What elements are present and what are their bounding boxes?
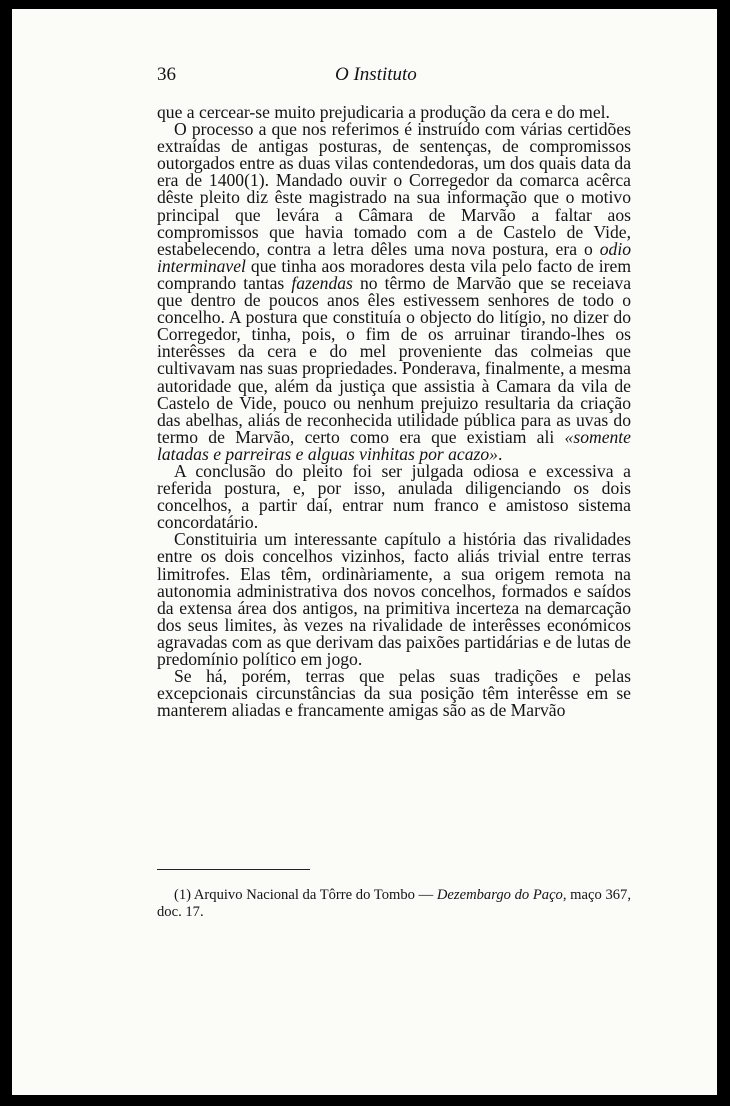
text-run: , maço 367, doc. 17. (157, 887, 631, 920)
paragraph-2 (157, 121, 631, 463)
footnote-divider (157, 869, 310, 870)
text-run: O processo a que nos referimos é instruído com várias certidões extraídas de antigas posturas, de sentenças, de compromissos outorgados entre as duas vilas contendedoras, um dos quais data da era de 1400(1). Mandado ouvir o Corregedor da comarca acêrca dêste pleito diz êste magistrado na sua informação que o motivo principal que levára a Câmara de Marvão a faltar aos compromissos que havia tomado com a de Castelo de Vide, estabelecendo, contra a letra dêles uma nova postura, era o (157, 119, 631, 259)
text-run: A conclusão do pleito foi ser julgada odiosa e excessiva a referida postura, e, por isso, anulada diligenciando os dois concelhos, a partir daí, entrar num franco e amistoso sistema concordatário. (157, 460, 631, 533)
page-number: 36 (157, 64, 176, 85)
body-text (157, 104, 631, 719)
paragraph-3 (157, 460, 631, 533)
text-run: Constituiria um interessante capítulo a história das rivalidades entre os dois concelhos vizinhos, facto aliás trivial entre terras limitrofes. Elas têm, ordinàriamente, a sua origem remota na autonomia administrativa dos novos concelhos, formados e saídos da extensa área dos antigos, na primitiva incerteza na demarcação dos seus limites, às vezes na rivalidade de interêsses económicos agravadas com as que derivam das paixões partidárias e de lutas de predomínio político em jogo. (157, 529, 631, 669)
italic-text: Dezembargo do Paço (436, 887, 563, 903)
text-run: Se há, porém, terras que pelas suas tradições e pelas excepcionais circunstâncias da sua posição têm interêsse em se manterem aliadas e francamente amigas são as de Marvão (157, 666, 631, 721)
footnote (157, 887, 631, 921)
running-title: O Instituto (335, 64, 417, 85)
italic-text: fazendas (291, 272, 353, 293)
paragraph-4 (157, 531, 631, 668)
text-run: que tinha aos moradores desta vila pelo facto de irem comprando tantas (157, 255, 631, 293)
paragraph-5 (157, 668, 631, 719)
page-header (157, 62, 452, 92)
footnote-1 (157, 887, 631, 921)
italic-text: odio interminavel (157, 238, 631, 276)
text-run: no têrmo de Marvão que se receiava que dentro de poucos anos êles estivessem senhores de todo o concelho. A postura que constituía o objecto do litígio, no dizer do Corregedor, tinha, pois, o fim de os arruinar tirando-lhes os interêsses da cera e do mel proveniente das colmeias que cultivavam nas suas propriedades. Ponderava, finalmente, a mesma autoridade que, além da justiça que assistia à Camara da vila de Castelo de Vide, pouco ou nenhum prejuizo resultaria da criação das abelhas, aliás de reconhecida utilidade pública para as uvas do termo de Marvão, certo como era que existiam ali (157, 272, 631, 447)
text-run: que a cercear-se muito prejudicaria a produção da cera e do mel. (157, 102, 610, 122)
italic-text: «somente latadas e parreiras e alguas vinhitas por acazo» (157, 426, 631, 464)
text-run: (1) Arquivo Nacional da Tôrre do Tombo — (174, 887, 437, 903)
text-run: . (497, 443, 503, 464)
